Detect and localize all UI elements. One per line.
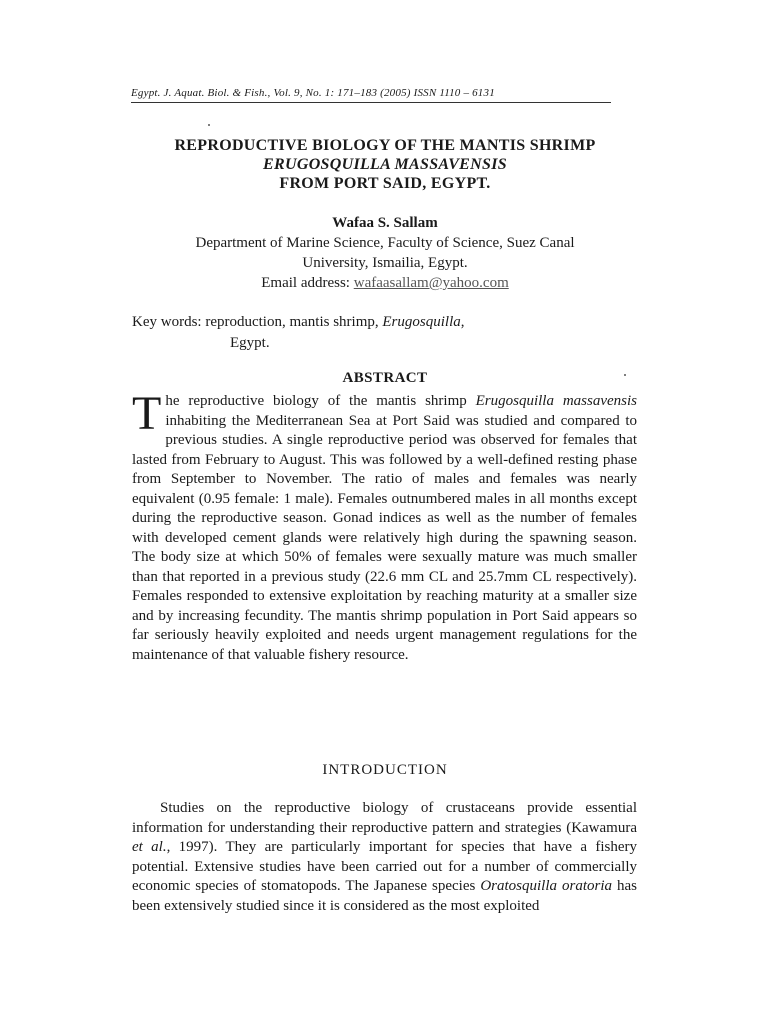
author-name: Wafaa S. Sallam <box>332 215 438 231</box>
keywords: Key words: reproduction, mantis shrimp, Erugosquilla, Egypt. <box>132 312 632 354</box>
keywords-continuation: Egypt. <box>230 335 270 351</box>
title-line-3: FROM PORT SAID, EGYPT. <box>279 175 491 192</box>
abstract-text-1: he reproductive biology of the mantis shrimp <box>165 393 476 409</box>
email-label: Email address: <box>261 275 350 291</box>
affiliation-line-2: University, Ismailia, Egypt. <box>302 255 468 271</box>
keywords-text: reproduction, mantis shrimp, <box>201 314 383 330</box>
keywords-label: Key words: <box>132 314 202 330</box>
intro-text-1: Studies on the reproductive biology of crustaceans provide essential information for understanding their reproductive pattern and strategies (Kawamura <box>132 800 637 836</box>
intro-etal: et al. <box>132 839 167 855</box>
affiliation-line-1: Department of Marine Science, Faculty of Science, Suez Canal <box>195 235 575 251</box>
title-line-2: ERUGOSQUILLA MASSAVENSIS <box>263 156 507 173</box>
intro-text-2: , 1997). They are particularly important for species that have a fishery potential. Extensive studies have been carried out for a number of commercially economic species of stomatopods. The Japanese species <box>132 839 637 894</box>
intro-species: Oratosquilla oratoria <box>480 878 613 894</box>
abstract-text-2: inhabiting the Mediterranean Sea at Port Said was studied and compared to previous studies. A single reproductive period was observed for females that lasted from February to August. This was followed by a well-defined resting phase from September to November. The ratio of males and females was nearly equivalent (0.95 female: 1 male). Females outnumbered males in all months except during the reproductive season. Gonad indices as well as the number of females with developed cement glands were relatively high during the spawning season. The body size at which 50% of females were sexually mature was much smaller than that reported in a previous study (22.6 mm CL and 25.7mm CL respectively). Females responded to extensive exploitation by reaching maturity at a smaller size and by increasing fecundity. The mantis shrimp population in Port Said appears so far seriously heavily exploited and needs urgent management regulations for the maintenance of that valuable fishery resource. <box>132 412 637 663</box>
abstract-species: Erugosquilla massavensis <box>475 393 637 409</box>
abstract-heading: ABSTRACT <box>342 370 428 386</box>
author-block <box>120 213 650 293</box>
title-line-1: REPRODUCTIVE BIOLOGY OF THE MANTIS SHRIMP <box>174 137 596 154</box>
dropcap-letter: T <box>132 387 162 440</box>
introduction-paragraph <box>132 799 637 916</box>
email-link[interactable]: wafaasallam@yahoo.com <box>353 275 509 291</box>
email-line <box>120 273 650 293</box>
intro-text-3: has been extensively studied since it is considered as the most exploited <box>132 878 638 914</box>
header-rule <box>131 102 611 103</box>
paper-title <box>120 136 650 193</box>
journal-citation: Egypt. J. Aquat. Biol. & Fish., Vol. 9, No. 1: 171–183 (2005) ISSN 1110 – 6131 <box>131 87 495 99</box>
introduction-heading: INTRODUCTION <box>322 762 448 778</box>
abstract-paragraph <box>132 387 637 665</box>
keywords-italic-term: Erugosquilla <box>382 314 461 330</box>
scan-speck <box>208 124 210 126</box>
